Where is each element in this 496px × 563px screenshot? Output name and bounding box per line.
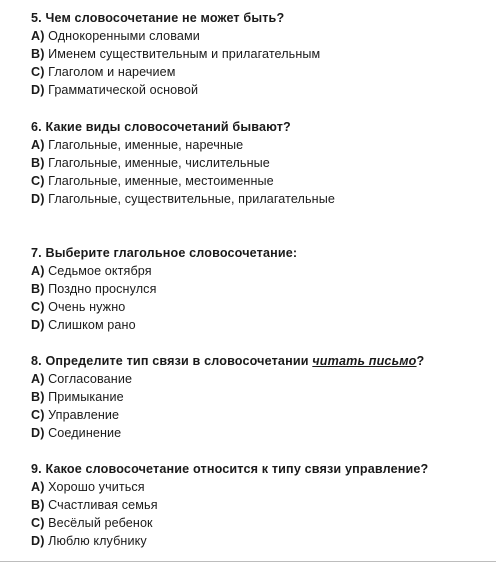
option-letter: C)	[31, 408, 45, 422]
option-text: Седьмое октября	[48, 264, 152, 278]
option-text: Именем существительным и прилагательным	[48, 47, 321, 61]
answer-option-b	[31, 154, 486, 172]
answer-option-c	[31, 406, 486, 424]
question-title	[31, 352, 486, 370]
question-title: 7. Выберите глагольное словосочетание:	[31, 246, 298, 260]
option-text: Соединение	[48, 426, 122, 440]
answer-option-c	[31, 298, 486, 316]
answer-option-b	[31, 280, 486, 298]
question-title: 6. Какие виды словосочетаний бывают?	[31, 120, 291, 134]
answer-option-a	[31, 136, 486, 154]
question-5	[31, 9, 486, 99]
answer-option-c	[31, 514, 486, 532]
answer-option-a	[31, 370, 486, 388]
option-letter: C)	[31, 300, 45, 314]
option-letter: B)	[31, 390, 45, 404]
option-text: Поздно проснулся	[48, 282, 157, 296]
option-letter: C)	[31, 516, 45, 530]
option-letter: A)	[31, 29, 45, 43]
option-text: Весёлый ребенок	[48, 516, 153, 530]
option-letter: D)	[31, 83, 45, 97]
option-letter: D)	[31, 318, 45, 332]
answer-option-a	[31, 262, 486, 280]
option-text: Грамматической основой	[48, 83, 199, 97]
answer-option-d	[31, 532, 486, 550]
answer-option-c	[31, 172, 486, 190]
answer-option-b	[31, 45, 486, 63]
option-letter: C)	[31, 65, 45, 79]
option-text: Счастливая семья	[48, 498, 158, 512]
question-title-phrase: читать письмо	[312, 354, 417, 368]
option-text: Хорошо учиться	[48, 480, 145, 494]
option-letter: A)	[31, 372, 45, 386]
option-text: Слишком рано	[48, 318, 136, 332]
answer-option-b	[31, 388, 486, 406]
option-letter: A)	[31, 264, 45, 278]
option-letter: B)	[31, 282, 45, 296]
option-text: Глагольные, именные, числительные	[48, 156, 270, 170]
question-8	[31, 352, 486, 442]
option-text: Глагольные, именные, местоименные	[48, 174, 274, 188]
option-text: Глагольные, существительные, прилагательные	[48, 192, 335, 206]
option-text: Глаголом и наречием	[48, 65, 176, 79]
answer-option-b	[31, 496, 486, 514]
option-text: Однокоренными словами	[48, 29, 200, 43]
answer-option-d	[31, 424, 486, 442]
option-letter: C)	[31, 174, 45, 188]
question-title: 5. Чем словосочетание не может быть?	[31, 11, 285, 25]
question-7	[31, 244, 486, 334]
answer-option-a	[31, 27, 486, 45]
option-letter: B)	[31, 47, 45, 61]
answer-option-c	[31, 63, 486, 81]
question-6	[31, 118, 486, 208]
answer-option-d	[31, 316, 486, 334]
answer-option-a	[31, 478, 486, 496]
question-title-prefix: 8. Определите тип связи в словосочетании	[31, 354, 313, 368]
option-letter: D)	[31, 426, 45, 440]
option-letter: A)	[31, 480, 45, 494]
option-letter: D)	[31, 534, 45, 548]
option-text: Согласование	[48, 372, 133, 386]
question-title: 9. Какое словосочетание относится к типу связи управление?	[31, 462, 429, 476]
option-text: Примыкание	[48, 390, 124, 404]
bottom-divider	[0, 561, 496, 562]
option-letter: A)	[31, 138, 45, 152]
question-9	[31, 460, 486, 550]
option-letter: B)	[31, 156, 45, 170]
option-text: Управление	[48, 408, 120, 422]
option-text: Люблю клубнику	[48, 534, 147, 548]
option-text: Глагольные, именные, наречные	[48, 138, 244, 152]
question-title-suffix: ?	[416, 354, 425, 368]
option-letter: D)	[31, 192, 45, 206]
answer-option-d	[31, 190, 486, 208]
answer-option-d	[31, 81, 486, 99]
option-text: Очень нужно	[48, 300, 126, 314]
option-letter: B)	[31, 498, 45, 512]
